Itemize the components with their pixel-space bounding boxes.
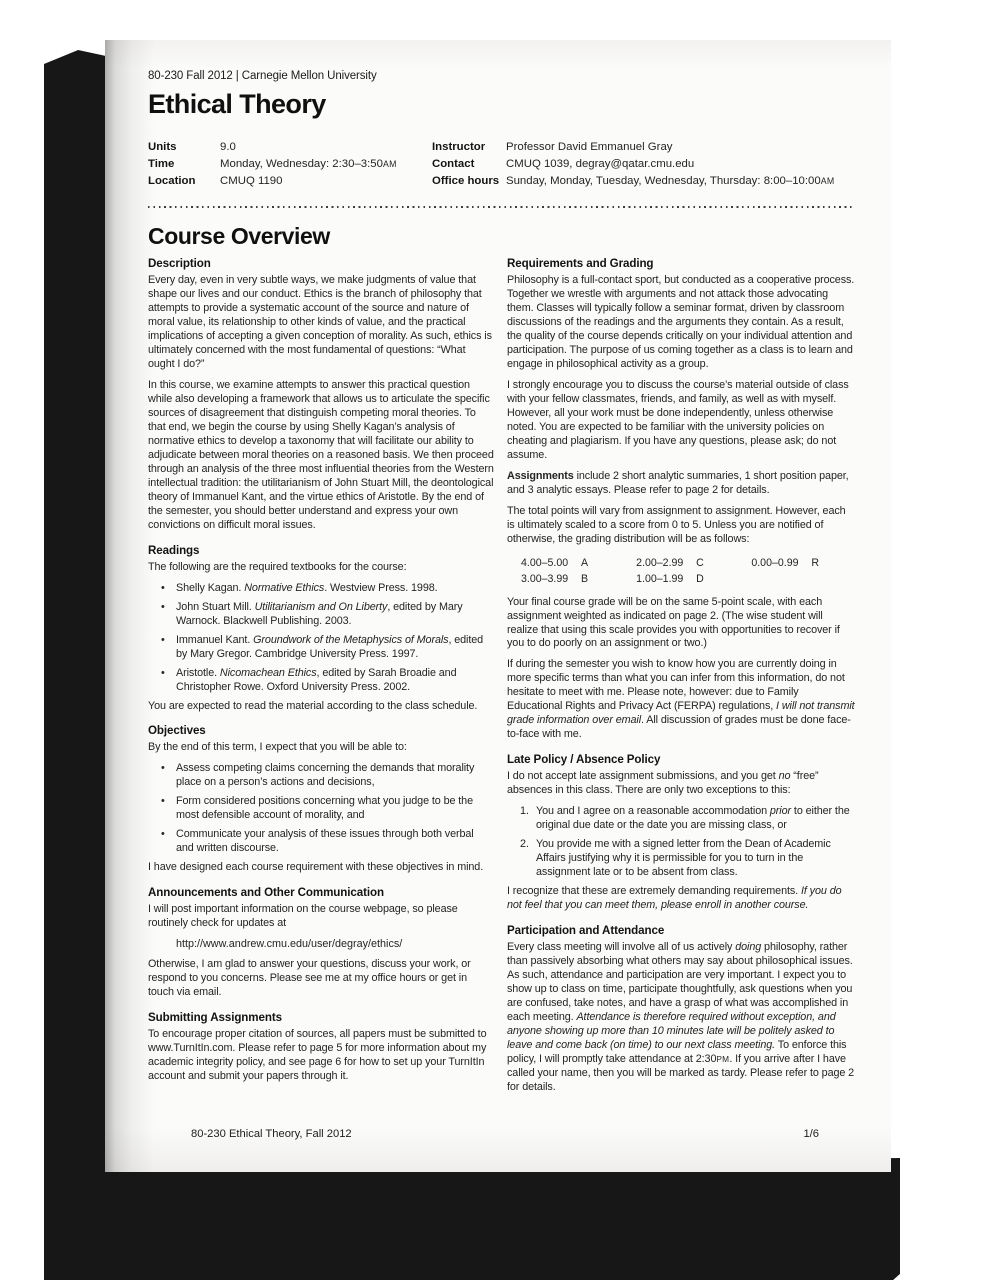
grade-scale-table bbox=[507, 554, 855, 591]
syllabus-page bbox=[105, 40, 891, 1172]
left-column bbox=[148, 256, 494, 1101]
objective-item: • Communicate your analysis of these issues through both verbal and written discourse. bbox=[161, 828, 474, 855]
course-webpage-link[interactable]: http://www.andrew.cmu.edu/user/degray/ethics/ bbox=[176, 938, 403, 951]
readings-intro: The following are the required textbooks for the course: bbox=[148, 560, 407, 573]
meta-label: Office hours bbox=[432, 175, 500, 188]
objectives-outro: I have designed each course requirement with these objectives in mind. bbox=[148, 861, 484, 874]
reading-item: • John Stuart Mill. Utilitarianism and On Liberty, edited by Mary Warnock. Blackwell Publishing. 2003. bbox=[161, 600, 463, 627]
footer-course-label: 80-230 Ethical Theory, Fall 2012 bbox=[191, 1128, 352, 1140]
meta-value: 9.0 bbox=[220, 141, 236, 153]
two-column-layout bbox=[148, 256, 855, 1101]
heading-readings: Readings bbox=[148, 543, 200, 557]
meta-value: CMUQ 1039, degray@qatar.cmu.edu bbox=[506, 158, 695, 171]
heading-objectives: Objectives bbox=[148, 724, 206, 738]
meta-row-location bbox=[148, 173, 432, 190]
meta-value: Monday, Wednesday: 2:30–3:50AM bbox=[220, 158, 397, 171]
late-policy-item: 2. You provide me with a signed letter from the Dean of Academic Affairs justifying why it is permissible for you to turn in the assignment late or to be absent from class. bbox=[520, 838, 831, 879]
announcements-para-2: Otherwise, I am glad to answer your questions, discuss your work, or respond to you concerns. Please see me at my office hours or get in touch via email. bbox=[148, 958, 471, 999]
heading-requirements-grading: Requirements and Grading bbox=[507, 257, 654, 271]
participation-para: Every class meeting will involve all of us actively doing philosophy, rather than passively absorbing what others may say about philosophical issues. As such, attendance and participation are very important. I expect you to show up to class on time, participate thoughtfully, ask questions when you are confused, take notes, and have a grasp of what was accomplished in each meeting. Attendance is therefore required without exception, and anyone showing up more than 10 minutes late will be politely asked to leave and come back (on time) to our next class meeting. To enforce this policy, I will promptly take attendance at 2:30PM. If you arrive after I have called your name, then you will be marked as tardy. Please refer to page 2 for details. bbox=[507, 940, 855, 1093]
page-content bbox=[148, 70, 855, 1156]
meta-row-units bbox=[148, 139, 432, 156]
course-meta-right bbox=[432, 139, 855, 190]
course-meta-left bbox=[148, 139, 432, 190]
heading-submitting-assignments: Submitting Assignments bbox=[148, 1011, 282, 1025]
meta-row-time bbox=[148, 156, 432, 173]
meta-row-contact bbox=[432, 156, 855, 173]
bullet-icon: • bbox=[161, 828, 165, 841]
grade-scale-row: 2.00–2.99 C bbox=[636, 556, 704, 569]
grading-para-5: Your final course grade will be on the same 5-point scale, with each assignment weighted as indicated on page 2. (The wise student will realize that using this scale provides you with opportunities to recover if you to do poorly on an assignment or two.) bbox=[507, 595, 840, 650]
reading-item: • Shelly Kagan. Normative Ethics. Westview Press. 1998. bbox=[161, 581, 438, 594]
heading-announcements: Announcements and Other Communication bbox=[148, 886, 384, 900]
meta-label: Units bbox=[148, 141, 177, 153]
grading-para-2: I strongly encourage you to discuss the course’s material outside of class with your fellow classmates, friends, and family, as well as with myself. However, all your work must be done independently, unless otherwise noted. You are expected to be familiar with the university policies on cheating and plagiarism. If you have any questions, please ask; do not assume. bbox=[507, 379, 849, 461]
bullet-icon: • bbox=[161, 633, 165, 646]
grade-scale-column bbox=[751, 555, 855, 588]
grading-para-6: If during the semester you wish to know how you are currently doing in more specific terms than what you can infer from this information, do not hesitate to meet with me. Please note, however: due to Family Educational Rights and Privacy Act (FERPA) regulations, I will not transmit grade information over email. All discussion of grades must be done face-to-face with me. bbox=[507, 658, 855, 741]
grading-para-4: The total points will vary from assignment to assignment. However, each is ultimately scaled to a score from 0 to 5. Unless you are notified of otherwise, the grading distribution will be as follows: bbox=[507, 504, 846, 545]
bullet-icon: • bbox=[161, 666, 165, 679]
heading-late-policy: Late Policy / Absence Policy bbox=[507, 753, 661, 767]
page-title: Ethical Theory bbox=[148, 89, 326, 119]
page-footer bbox=[191, 1128, 819, 1140]
grade-scale-column bbox=[521, 555, 636, 588]
bullet-icon: • bbox=[161, 600, 165, 613]
readings-outro: You are expected to read the material according to the class schedule. bbox=[148, 699, 478, 712]
grading-para-3: Assignments include 2 short analytic summaries, 1 short position paper, and 3 analytic essays. Please refer to page 2 for details. bbox=[507, 469, 849, 496]
late-policy-item: 1. You and I agree on a reasonable accommodation prior to either the original due date or the date you are missing class, or bbox=[520, 805, 850, 832]
late-policy-outro: I recognize that these are extremely demanding requirements. If you do not feel that you can meet them, please enroll in another course. bbox=[507, 885, 842, 912]
meta-value: Sunday, Monday, Tuesday, Wednesday, Thursday: 8:00–10:00AM bbox=[506, 175, 835, 188]
item-number: 1. bbox=[520, 805, 530, 818]
meta-label: Instructor bbox=[432, 141, 486, 153]
heading-description: Description bbox=[148, 257, 211, 271]
meta-row-office-hours bbox=[432, 173, 855, 190]
heading-participation: Participation and Attendance bbox=[507, 923, 665, 937]
item-number: 2. bbox=[520, 838, 530, 851]
section-title-course-overview: Course Overview bbox=[148, 223, 330, 250]
meta-value: Professor David Emmanuel Gray bbox=[506, 141, 673, 153]
objective-item: • Form considered positions concerning what you judge to be the most defensible account of morality, and bbox=[161, 795, 473, 822]
meta-row-instructor bbox=[432, 139, 855, 156]
dotted-divider bbox=[148, 206, 855, 208]
bullet-icon: • bbox=[161, 795, 165, 808]
grading-para-1: Philosophy is a full-contact sport, but conducted as a cooperative process. Together we wrestle with arguments and not attack those advocating them. Classes will typically follow a seminar format, driven by classroom discussions of the readings and the arguments they contain. As a result, the quality of the course depends critically on your individual attention and participation. The purpose of us coming together as a class is to learn and engage in philosophical activity as a group. bbox=[507, 274, 855, 371]
backdrop-bottom-edge bbox=[44, 1158, 900, 1280]
announcements-para-1: I will post important information on the course webpage, so please routinely check for updates at bbox=[148, 903, 458, 930]
bullet-icon: • bbox=[161, 581, 165, 594]
grade-scale-row: 0.00–0.99 R bbox=[751, 556, 819, 569]
meta-label: Contact bbox=[432, 158, 475, 171]
objective-item: • Assess competing claims concerning the demands that morality place on a person’s actions and decisions, bbox=[161, 762, 475, 789]
grade-scale-row: 4.00–5.00 A bbox=[521, 556, 589, 569]
bullet-icon: • bbox=[161, 762, 165, 775]
description-para-2: In this course, we examine attempts to answer this practical question while also developing a framework that allows us to articulate the specific sources of disagreement that distinguish competing moral theories. To that end, we begin the course by using Shelly Kagan’s analysis of normative ethics to develop a taxonomy that will facilitate our ability to adjudicate between moral theories on a reasoned basis. We then proceed through an analysis of the three most influential theories from the Western intellectual tradition: the utilitarianism of John Stuart Mill, the deontological theory of Immanuel Kant, and the virtue ethics of Aristotle. By the end of the semester, you should better understand and express your own convictions on difficult moral issues. bbox=[148, 379, 494, 531]
grade-scale-row: 3.00–3.99 B bbox=[521, 573, 589, 586]
footer-page-number: 1/6 bbox=[803, 1128, 819, 1140]
course-kicker: 80-230 Fall 2012 | Carnegie Mellon University bbox=[148, 70, 377, 82]
late-policy-intro: I do not accept late assignment submissions, and you get no “free” absences in this class. There are only two exceptions to this: bbox=[507, 770, 819, 797]
reading-item: • Aristotle. Nicomachean Ethics, edited by Sarah Broadie and Christopher Rowe. Oxford University Press. 2002. bbox=[161, 666, 457, 693]
right-column bbox=[507, 256, 855, 1101]
objectives-intro: By the end of this term, I expect that you will be able to: bbox=[148, 741, 407, 754]
submitting-para: To encourage proper citation of sources, all papers must be submitted to www.TurnItIn.com. Please refer to page 5 for more information about my academic integrity policy, and see page 6 for how to set up your TurnItIn account and submit your papers through it. bbox=[148, 1028, 487, 1082]
grade-scale-row: 1.00–1.99 D bbox=[636, 573, 704, 586]
course-meta bbox=[148, 139, 855, 190]
description-para-1: Every day, even in very subtle ways, we make judgments of value that shape our lives and our conduct. Ethics is the branch of philosophy that attempts to provide a systematic account of the source and nature of moral value, its relationship to other kinds of value, and the practical implications of accepting a given conception of morality. As such, ethics is ultimately concerned with the most fundamental of questions: “What ought I do?” bbox=[148, 274, 492, 371]
reading-item: • Immanuel Kant. Groundwork of the Metaphysics of Morals, edited by Mary Gregor. Cambridge University Press. 1997. bbox=[161, 633, 484, 660]
grade-scale-column bbox=[636, 555, 751, 588]
backdrop-left-edge bbox=[44, 50, 106, 1280]
meta-value: CMUQ 1190 bbox=[220, 175, 283, 188]
meta-label: Time bbox=[148, 158, 175, 171]
meta-label: Location bbox=[148, 175, 196, 188]
